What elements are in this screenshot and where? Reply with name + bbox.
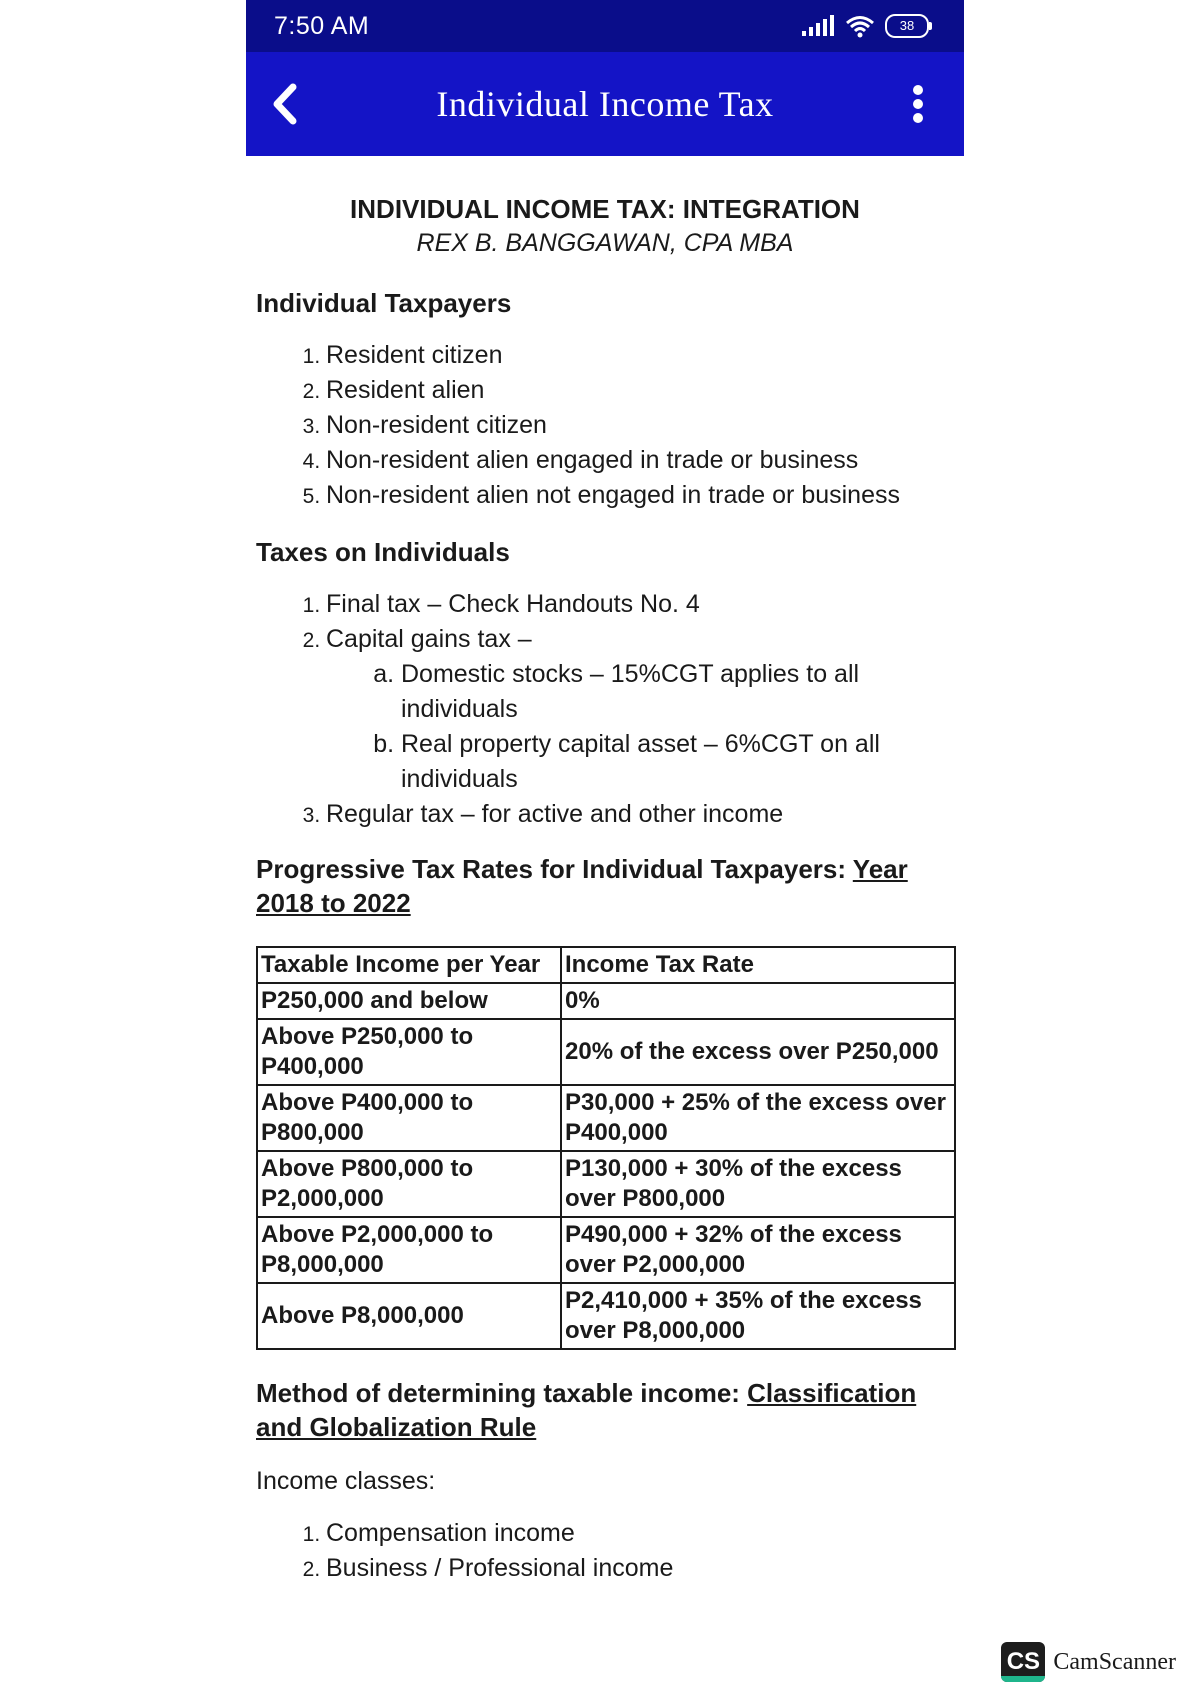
sub-list-item: a. Domestic stocks – 15%CGT applies to all individuals <box>401 657 954 727</box>
income-classes-list <box>256 1516 954 1586</box>
table-cell-rate: 0% <box>561 983 955 1019</box>
taxpayers-list <box>256 338 954 513</box>
capital-gains-sub-list <box>326 657 954 797</box>
battery-icon <box>885 14 932 38</box>
heading-taxes-on-individuals: Taxes on Individuals <box>256 537 510 567</box>
document-content <box>246 156 964 1586</box>
list-item: 1. Final tax – Check Handouts No. 4 <box>326 587 954 622</box>
app-title: Individual Income Tax <box>436 84 774 124</box>
column-header-taxable-income: Taxable Income per Year <box>257 947 561 983</box>
heading-underlined-text: Year 2018 to 2022 <box>256 854 908 918</box>
heading-progressive-tax-rates <box>256 852 954 920</box>
list-item: 3. Non-resident citizen <box>326 408 954 443</box>
list-item: 2. Resident alien <box>326 373 954 408</box>
table-row <box>257 1085 955 1151</box>
heading-text: Progressive Tax Rates for Individual Taxpayers: <box>256 854 853 884</box>
app-bar <box>246 52 964 156</box>
table-cell-income: Above P8,000,000 <box>257 1283 561 1349</box>
table-cell-income: Above P2,000,000 to P8,000,000 <box>257 1217 561 1283</box>
list-item <box>326 622 954 797</box>
table-cell-income: Above P400,000 to P800,000 <box>257 1085 561 1151</box>
table-cell-rate: P30,000 + 25% of the excess over P400,000 <box>561 1085 955 1151</box>
table-cell-rate: P2,410,000 + 35% of the excess over P8,000,000 <box>561 1283 955 1349</box>
signal-icon <box>801 15 835 37</box>
table-header-row <box>257 947 955 983</box>
wifi-icon <box>845 14 875 38</box>
battery-level: 38 <box>885 14 929 38</box>
list-item: 2. Business / Professional income <box>326 1551 954 1586</box>
table-cell-income: Above P800,000 to P2,000,000 <box>257 1151 561 1217</box>
overflow-menu-button[interactable] <box>896 74 940 134</box>
table-cell-rate: P130,000 + 30% of the excess over P800,000 <box>561 1151 955 1217</box>
camscanner-text: CamScanner <box>1053 1648 1176 1675</box>
list-item: 4. Non-resident alien engaged in trade or business <box>326 443 954 478</box>
document-author: REX B. BANGGAWAN, CPA MBA <box>416 229 794 257</box>
heading-underlined-text: Classification and Globalization Rule <box>256 1378 917 1442</box>
heading-individual-taxpayers: Individual Taxpayers <box>256 288 512 318</box>
chevron-left-icon <box>269 83 299 125</box>
camscanner-logo: CS <box>1001 1642 1045 1682</box>
income-classes-label: Income classes: <box>256 1467 436 1495</box>
taxes-list <box>256 587 954 832</box>
phone-screen <box>246 0 964 1698</box>
status-bar <box>246 0 964 52</box>
list-item-text: Capital gains tax – <box>326 625 532 653</box>
list-item: 5. Non-resident alien not engaged in trade or business <box>326 478 954 513</box>
camscanner-watermark <box>1001 1642 1176 1682</box>
column-header-tax-rate: Income Tax Rate <box>561 947 955 983</box>
heading-text: Method of determining taxable income: <box>256 1378 748 1408</box>
table-cell-income: Above P250,000 to P400,000 <box>257 1019 561 1085</box>
table-row <box>257 1283 955 1349</box>
more-vertical-icon <box>911 84 925 124</box>
tax-rate-table <box>256 946 956 1350</box>
status-time: 7:50 AM <box>274 11 370 40</box>
status-icons <box>801 14 932 38</box>
table-row <box>257 1151 955 1217</box>
table-cell-rate: 20% of the excess over P250,000 <box>561 1019 955 1085</box>
heading-method-taxable-income <box>256 1376 954 1444</box>
battery-tip <box>929 22 932 30</box>
table-cell-income: P250,000 and below <box>257 983 561 1019</box>
table-row <box>257 983 955 1019</box>
table-row <box>257 1019 955 1085</box>
document-title: INDIVIDUAL INCOME TAX: INTEGRATION <box>350 194 860 224</box>
list-item: 3. Regular tax – for active and other income <box>326 797 954 832</box>
sub-list-item: b. Real property capital asset – 6%CGT on all individuals <box>401 727 954 797</box>
back-button[interactable] <box>254 74 314 134</box>
list-item: 1. Compensation income <box>326 1516 954 1551</box>
table-cell-rate: P490,000 + 32% of the excess over P2,000,000 <box>561 1217 955 1283</box>
table-row <box>257 1217 955 1283</box>
list-item: 1. Resident citizen <box>326 338 954 373</box>
